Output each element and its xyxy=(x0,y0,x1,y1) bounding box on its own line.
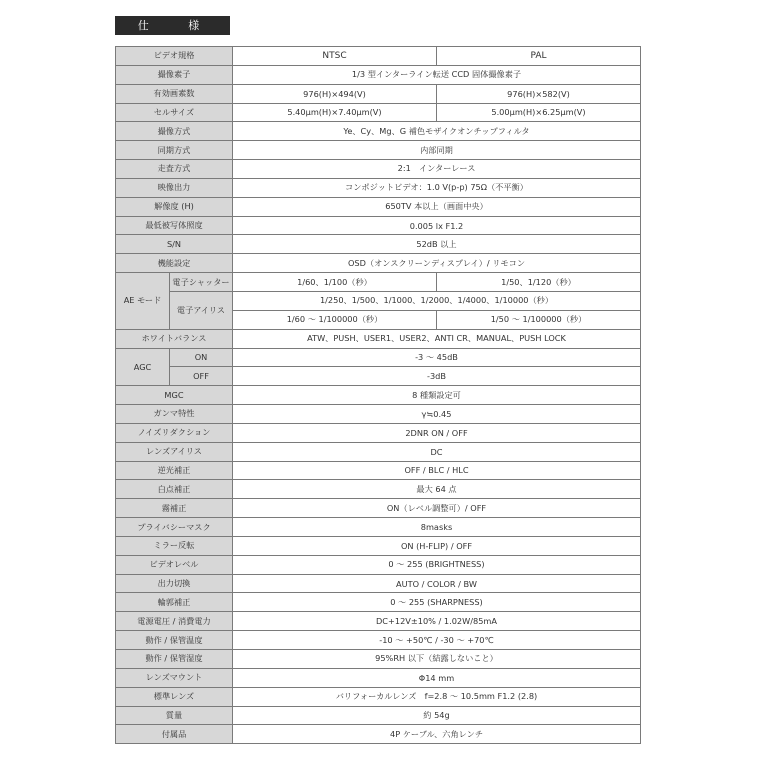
table-row xyxy=(116,668,641,687)
table-row xyxy=(116,593,641,612)
sub-label-shutter: 電子シャッター xyxy=(170,273,233,292)
col-header-pal: PAL xyxy=(437,47,641,66)
row-value: 最大 64 点 xyxy=(233,480,641,499)
row-label: 白点補正 xyxy=(116,480,233,499)
row-label: 霧補正 xyxy=(116,499,233,518)
table-row xyxy=(116,329,641,348)
table-row xyxy=(116,254,641,273)
table-row xyxy=(116,612,641,631)
table-row xyxy=(116,687,641,706)
row-label: 動作 / 保管温度 xyxy=(116,631,233,650)
row-value: ON（レベル調整可）/ OFF xyxy=(233,499,641,518)
row-label: 解像度 (H) xyxy=(116,197,233,216)
row-value: ON (H-FLIP) / OFF xyxy=(233,536,641,555)
row-label: レンズアイリス xyxy=(116,442,233,461)
table-row xyxy=(116,706,641,725)
row-value-ntsc: 1/60 ～ 1/100000（秒） xyxy=(233,310,437,329)
row-value: 1/250、1/500、1/1000、1/2000、1/4000、1/10000（秒） xyxy=(233,291,641,310)
table-row xyxy=(116,574,641,593)
table-row xyxy=(116,405,641,424)
table-row xyxy=(116,536,641,555)
row-label: 走査方式 xyxy=(116,160,233,179)
row-label: S/N xyxy=(116,235,233,254)
row-value-pal: 5.00μm(H)×6.25μm(V) xyxy=(437,103,641,122)
row-label-ae-mode: AE モード xyxy=(116,273,170,330)
row-value: 0 ～ 255 (BRIGHTNESS) xyxy=(233,555,641,574)
row-value: 1/3 型インターライン転送 CCD 固体撮像素子 xyxy=(233,65,641,84)
table-row xyxy=(116,84,641,103)
row-label: ホワイトバランス xyxy=(116,329,233,348)
row-label: 電源電圧 / 消費電力 xyxy=(116,612,233,631)
row-value-ntsc: 976(H)×494(V) xyxy=(233,84,437,103)
table-row xyxy=(116,47,641,66)
row-label-agc: AGC xyxy=(116,348,170,386)
row-value: 0.005 lx F1.2 xyxy=(233,216,641,235)
table-row xyxy=(116,725,641,744)
row-value: AUTO / COLOR / BW xyxy=(233,574,641,593)
row-value: DC+12V±10% / 1.02W/85mA xyxy=(233,612,641,631)
row-value: DC xyxy=(233,442,641,461)
table-row xyxy=(116,631,641,650)
row-value-ntsc: 1/60、1/100（秒） xyxy=(233,273,437,292)
row-label: 付属品 xyxy=(116,725,233,744)
row-label: 逆光補正 xyxy=(116,461,233,480)
row-label: 同期方式 xyxy=(116,141,233,160)
row-label: プライバシーマスク xyxy=(116,518,233,537)
row-label: MGC xyxy=(116,386,233,405)
row-label: 映像出力 xyxy=(116,178,233,197)
table-row xyxy=(116,386,641,405)
row-label: ビデオレベル xyxy=(116,555,233,574)
row-value: Φ14 mm xyxy=(233,668,641,687)
table-row xyxy=(116,141,641,160)
row-label: 撮像方式 xyxy=(116,122,233,141)
row-value: 2DNR ON / OFF xyxy=(233,423,641,442)
row-label: 最低被写体照度 xyxy=(116,216,233,235)
table-row xyxy=(116,160,641,179)
table-row xyxy=(116,235,641,254)
row-value: 8masks xyxy=(233,518,641,537)
sub-label-iris: 電子アイリス xyxy=(170,291,233,329)
row-label: ミラー反転 xyxy=(116,536,233,555)
table-row xyxy=(116,291,641,310)
row-label: レンズマウント xyxy=(116,668,233,687)
table-row xyxy=(116,423,641,442)
row-value: OFF / BLC / HLC xyxy=(233,461,641,480)
row-value-ntsc: 5.40μm(H)×7.40μm(V) xyxy=(233,103,437,122)
sub-label-agc-on: ON xyxy=(170,348,233,367)
row-value: 4P ケーブル、六角レンチ xyxy=(233,725,641,744)
row-label: 輪郭補正 xyxy=(116,593,233,612)
table-row xyxy=(116,122,641,141)
row-value-pal: 976(H)×582(V) xyxy=(437,84,641,103)
row-value: コンポジットビデオ：1.0 V(p-p) 75Ω（不平衡） xyxy=(233,178,641,197)
row-label: 有効画素数 xyxy=(116,84,233,103)
row-value: 95%RH 以下（結露しないこと） xyxy=(233,650,641,669)
table-row xyxy=(116,367,641,386)
table-row xyxy=(116,442,641,461)
row-value: γ≒0.45 xyxy=(233,405,641,424)
row-value: OSD（オンスクリーンディスプレイ）/ リモコン xyxy=(233,254,641,273)
table-row xyxy=(116,518,641,537)
row-value: 650TV 本以上（画面中央） xyxy=(233,197,641,216)
table-row xyxy=(116,650,641,669)
row-value: 8 種類設定可 xyxy=(233,386,641,405)
row-value: -10 ～ +50℃ / -30 ～ +70℃ xyxy=(233,631,641,650)
table-row xyxy=(116,65,641,84)
row-label: ビデオ規格 xyxy=(116,47,233,66)
row-label: ガンマ特性 xyxy=(116,405,233,424)
row-label: 出力切換 xyxy=(116,574,233,593)
row-value: ATW、PUSH、USER1、USER2、ANTI CR、MANUAL、PUSH LOCK xyxy=(233,329,641,348)
table-row xyxy=(116,103,641,122)
row-label: 質量 xyxy=(116,706,233,725)
sub-label-agc-off: OFF xyxy=(170,367,233,386)
spec-table xyxy=(115,46,641,744)
row-value: -3dB xyxy=(233,367,641,386)
table-row xyxy=(116,178,641,197)
table-row xyxy=(116,499,641,518)
row-value: Ye、Cy、Mg、G 補色モザイクオンチップフィルタ xyxy=(233,122,641,141)
table-row xyxy=(116,273,641,292)
row-value-pal: 1/50 ～ 1/100000（秒） xyxy=(437,310,641,329)
col-header-ntsc: NTSC xyxy=(233,47,437,66)
row-value: 0 ～ 255 (SHARPNESS) xyxy=(233,593,641,612)
row-label: 撮像素子 xyxy=(116,65,233,84)
row-label: 機能設定 xyxy=(116,254,233,273)
row-label: 標準レンズ xyxy=(116,687,233,706)
table-row xyxy=(116,461,641,480)
table-row xyxy=(116,197,641,216)
row-value: -3 ～ 45dB xyxy=(233,348,641,367)
section-title: 仕 様 xyxy=(115,16,230,35)
table-row xyxy=(116,555,641,574)
row-label: ノイズリダクション xyxy=(116,423,233,442)
table-row xyxy=(116,480,641,499)
row-value: 約 54g xyxy=(233,706,641,725)
row-value-pal: 1/50、1/120（秒） xyxy=(437,273,641,292)
row-label: セルサイズ xyxy=(116,103,233,122)
row-value: バリフォーカルレンズ f=2.8 ～ 10.5mm F1.2 (2.8) xyxy=(233,687,641,706)
row-label: 動作 / 保管湿度 xyxy=(116,650,233,669)
table-row xyxy=(116,216,641,235)
row-value: 52dB 以上 xyxy=(233,235,641,254)
table-row xyxy=(116,348,641,367)
row-value: 2:1 インターレース xyxy=(233,160,641,179)
row-value: 内部同期 xyxy=(233,141,641,160)
